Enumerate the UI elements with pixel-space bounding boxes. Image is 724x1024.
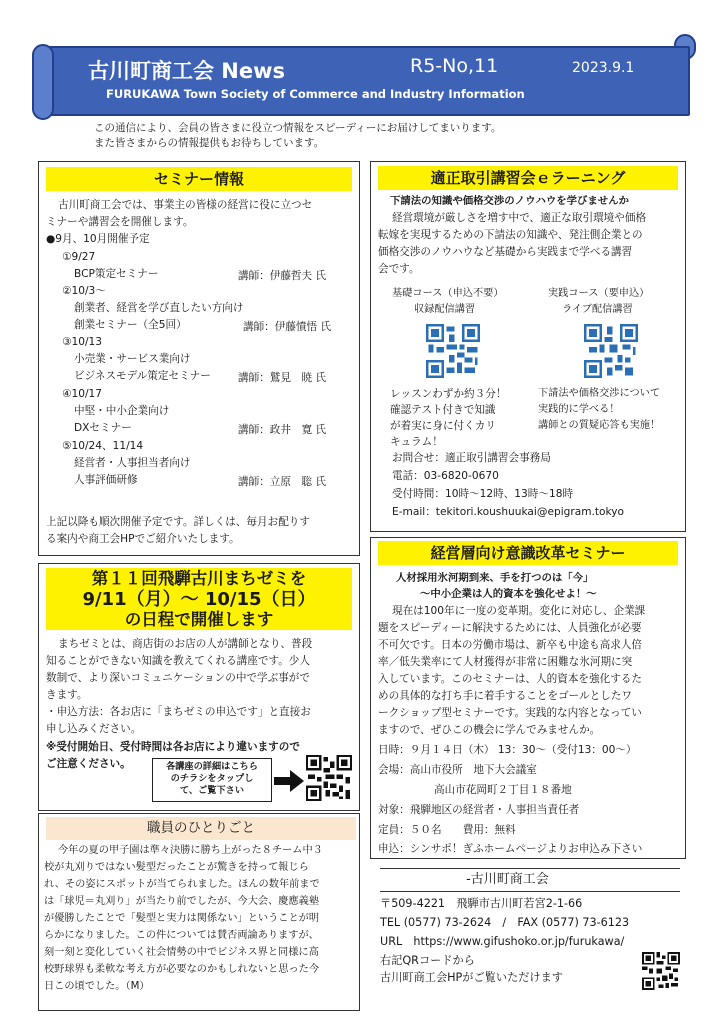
seminar-item-date: ①9/27	[62, 251, 96, 263]
practice-course-type: ライブ配信講習	[562, 304, 633, 315]
machizemi-warning: ご注意ください。	[46, 758, 131, 770]
machizemi-body-line: まちゼミとは、商店街のお店の人が講師となり、普段	[58, 638, 313, 650]
seminar-item-target: 創業者、経営を学び直したい方向け	[74, 302, 244, 314]
staff-column-line: 校が丸刈りではない髪型だったことが驚きを持って報じら	[44, 862, 309, 873]
basic-course-type: 収録配信講習	[414, 304, 476, 315]
arrow-right-icon	[274, 770, 304, 792]
elearning-body-line: 価格交渉のノウハウなど基礎から実践まで学べる講習	[378, 246, 633, 258]
basic-course-qr-code[interactable]	[426, 324, 480, 378]
seminar-item-name: 人事評価研修	[74, 474, 138, 486]
seminar-item-date: ②10/3～	[62, 285, 106, 297]
seminar-item-date: ④10/17	[62, 388, 103, 400]
issue-number: R5-No,11	[410, 55, 499, 77]
footer-org-name: -古川町商工会	[466, 872, 549, 887]
seminar-item-teacher: 講師：伊藤哲夫 氏	[238, 270, 327, 282]
seminar-item-target: 小売業・サービス業向け	[74, 353, 191, 365]
awareness-venue-address: 高山市花岡町２丁目１８番地	[434, 784, 572, 796]
seminar-item-name: 創業セミナー（全5回）	[74, 319, 187, 331]
seminar-period: ●9月、10月開催予定	[46, 233, 150, 245]
footer-address: 〒509-4221 飛騨市古川町若宮2-1-66	[380, 897, 583, 910]
awareness-apply: 申込：シンサポ！ぎふホームページよりお申込み下さい	[378, 843, 643, 855]
footer-divider-top	[380, 868, 680, 869]
awareness-target: 対象：飛騨地区の経営者・人事担当責任者	[378, 804, 580, 816]
staff-column-line: 日この頃でした。（M）	[44, 981, 150, 992]
practice-course-label: 実践コース（要申込）	[548, 288, 650, 299]
flyer-note: 各講座の詳細はこちら のチラシをタップし て、ご覧下さい	[152, 758, 272, 802]
elearning-body-line: 会です。	[378, 263, 420, 275]
seminar-item-teacher: 講師：鷲見 暁 氏	[238, 372, 327, 384]
seminar-item-target: 経営者・人事担当者向け	[74, 457, 191, 469]
staff-column-line: 今年の夏の甲子園は準々決勝に勝ち上がった８チーム中３	[58, 845, 323, 856]
staff-column-line: 刻一刻と変化していく社会情勢の中でビジネス界と同様に高	[44, 947, 319, 958]
practice-course-description: 下請法や価格交渉について 実践的に学べる！ 講師との質疑応答も実施！	[538, 388, 661, 431]
machizemi-body-line: 知ることができない知識を教えてくれる講座です。少人	[46, 655, 310, 667]
awareness-subtitle: ～中小企業は人的資本を強化せよ！～	[420, 588, 597, 600]
awareness-datetime: 日時：９月１４日（木） 13：30～（受付13：00～）	[378, 744, 637, 756]
awareness-body-line: ますので、ぜひこの機会に学んでみませんか。	[378, 724, 601, 736]
issue-date: 2023.9.1	[572, 60, 635, 76]
seminar-item-teacher: 講師：政井 寛 氏	[238, 424, 327, 436]
staff-column-line: が優勝したことで「髪型と実力は関係ない」ということが明	[44, 913, 320, 924]
staff-column-line: らかになりました。この件については賛否両論ありますが、	[44, 930, 319, 941]
elearning-email[interactable]: E-mail：tekitori.koushuukai@epigram.tokyo	[392, 506, 625, 518]
practice-course-qr-code[interactable]	[584, 324, 638, 378]
staff-column-line: は「球児＝丸刈り」が当たり前でしたが、今大会、慶應義塾	[44, 896, 320, 907]
elearning-title: 適正取引講習会ｅラーニング	[378, 166, 678, 190]
newsletter-subtitle: FURUKAWA Town Society of Commerce and Industry Information	[106, 87, 525, 101]
seminar-item-name: BCP策定セミナー	[74, 268, 159, 280]
seminar-title: セミナー情報	[46, 167, 352, 191]
elearning-hours: 受付時間：10時～12時、13時～18時	[392, 488, 574, 500]
intro-text: この通信により、会員の皆さまに役立つ情報をスピーディーにお届けしてまいります。 また皆さまからの情報提供もお待ちしています。	[94, 122, 502, 149]
awareness-body-line: 題をスピーディーに解決するためには、人員強化が必要	[378, 622, 642, 634]
footer-hp-note: 古川町商工会HPがご覧いただけます	[380, 971, 563, 984]
footer-qr-note: 右記QRコードから	[380, 954, 475, 967]
seminar-lead-line: 古川町商工会では、事業主の皆様の経営に役に立つセ	[58, 199, 313, 211]
seminar-item-target: 中堅・中小企業向け	[74, 405, 170, 417]
elearning-phone: 電話：03-6820-0670	[392, 470, 499, 482]
awareness-body-line: ークショップ型セミナーです。実践的な内容となってい	[378, 707, 642, 719]
seminar-item-date: ⑤10/24、11/14	[62, 440, 144, 452]
basic-course-label: 基礎コース（申込不要）	[392, 288, 504, 299]
staff-column-line: 校野球界も柔軟な考え方が必要なのかもしれないと思った今	[44, 964, 320, 975]
footer-url[interactable]: URL https://www.gifushoko.or.jp/furukawa/	[380, 935, 625, 948]
seminar-lead-line: ミナーや講習会を開催します。	[46, 216, 194, 228]
elearning-subtitle: 下請法の知識や価格交渉のノウハウを学びませんか	[390, 195, 629, 207]
newsletter-title: 古川町商工会 News	[88, 59, 286, 83]
machizemi-qr-code[interactable]	[306, 755, 352, 801]
footer-divider-bottom	[380, 891, 680, 892]
staff-column-line: れ、その姿にスポットが当てられました。ほんの数年前まで	[44, 879, 320, 890]
seminar-closing-line: 上記以降も順次開催予定です。詳しくは、毎月お配りす	[46, 516, 310, 528]
machizemi-body-line: ・申込方法：各お店に「まちゼミの申込です」と直接お	[46, 706, 311, 718]
machizemi-headline: 第１１回飛騨古川まちゼミを 9/11（月）～ 10/15（日） の日程で開催します	[46, 568, 352, 630]
machizemi-body-line: 数制で、より深いコミュニケーションの中で学ぶ事がで	[46, 672, 310, 684]
awareness-body-line: 率／低失業率にて人材獲得が非常に困難な氷河期に突	[378, 656, 633, 668]
awareness-body-line: 不可欠です。日本の労働市場は、新卒も中途も高求人倍	[378, 639, 642, 651]
awareness-capacity-fee: 定員：５０名 費用：無料	[378, 824, 516, 836]
machizemi-warning: ※受付開始日、受付時間は各お店により違いますので	[46, 741, 300, 753]
awareness-subtitle: 人材採用氷河期到来、手を打つのは「今」	[396, 572, 594, 584]
seminar-item-teacher: 講師：立原 聡 氏	[238, 476, 327, 488]
awareness-body-line: 入しています。このセミナーは、人的資本を強化するた	[378, 673, 642, 685]
footer-tel-fax: TEL (0577) 73-2624 / FAX (0577) 73-6123	[380, 916, 630, 929]
awareness-seminar-title: 経営層向け意識改革セミナー	[378, 541, 678, 565]
machizemi-body-line: きます。	[46, 689, 88, 701]
seminar-item-name: DXセミナー	[74, 422, 132, 434]
elearning-body-line: 経営環境が厳しさを増す中で、適正な取引環境や価格	[392, 212, 647, 224]
basic-course-description: レッスンわずか約３分！ 確認テスト付きで知識 が着実に身に付くカリ キュラム！	[390, 388, 507, 448]
footer-qr-code[interactable]	[642, 952, 680, 990]
staff-column-title: 職員のひとりごと	[46, 817, 356, 840]
seminar-item-date: ③10/13	[62, 336, 103, 348]
machizemi-body-line: 申し込みください。	[46, 723, 142, 735]
awareness-venue: 会場：高山市役所 地下大会議室	[378, 764, 537, 776]
elearning-contact: お問合せ：適正取引講習会事務局	[392, 452, 551, 464]
seminar-item-teacher: 講師：伊藤憤悟 氏	[243, 321, 332, 333]
awareness-body-line: 現在は100年に一度の変革期。変化に対応し、企業課	[392, 605, 646, 617]
elearning-body-line: 転嫁を実現するための下請法の知識や、発注側企業との	[378, 229, 643, 241]
awareness-body-line: めの具体的な打ち手に着手することをゴールとしたワ	[378, 690, 633, 702]
seminar-closing-line: る案内や商工会HPでご紹介いたします。	[46, 533, 240, 545]
seminar-item-name: ビジネスモデル策定セミナー	[74, 370, 211, 382]
banner-scroll-curl-left	[32, 44, 54, 120]
